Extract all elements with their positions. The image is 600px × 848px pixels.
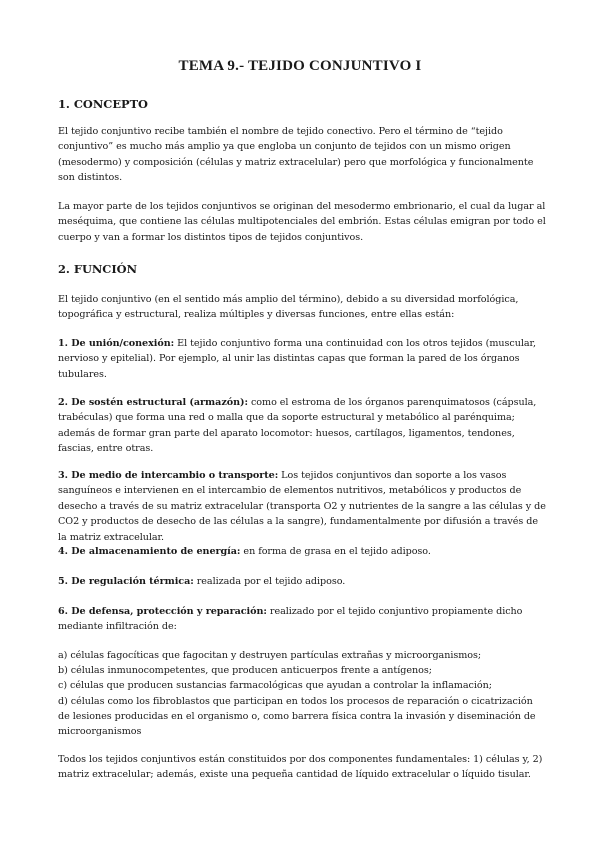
defense-sublist-item-a: a) células fagocíticas que fagocitan y destruyen partículas extrañas y microorganismos; bbox=[58, 650, 482, 661]
function-item-5 bbox=[58, 574, 546, 589]
function-item-2-label: 2. De sostén estructural (armazón): bbox=[58, 397, 248, 408]
function-item-3 bbox=[58, 468, 546, 545]
function-item-1-label: 1. De unión/conexión: bbox=[58, 338, 175, 349]
function-item-3-label: 3. De medio de intercambio o transporte: bbox=[58, 470, 279, 481]
function-item-2 bbox=[58, 395, 546, 457]
function-item-2-text: como el estroma de los órganos parenquimatosos (cápsula, trabéculas) que forma una red o malla que da soporte estructural y metabólico al parénquima; además de formar gran parte del aparato locomotor: huesos, cartílagos, ligamentos, tendones, fascias, entre otras. bbox=[58, 397, 537, 455]
defense-sublist-item-c: c) células que producen sustancias farmacológicas que ayudan a controlar la inflamación; bbox=[58, 680, 492, 692]
function-item-1 bbox=[58, 336, 546, 382]
paragraph-closing: Todos los tejidos conjuntivos están constituidos por dos componentes fundamentales: 1) células y, 2) matriz extracelular; además, existe una pequeña cantidad de líquido extracelular o líquido tisular. bbox=[58, 754, 543, 781]
paragraph-funcion-intro: El tejido conjuntivo (en el sentido más amplio del término), debido a su diversidad morfológica, topográfica y estructural, realiza múltiples y diversas funciones, entre ellas están: bbox=[58, 294, 519, 321]
function-item-1-text: El tejido conjuntivo forma una continuidad con los otros tejidos (muscular, nervioso y epitelial). Por ejemplo, al unir las distintas capas que forman la pared de los órganos tubulares. bbox=[58, 338, 537, 380]
defense-sublist-item-b: b) células inmunocompetentes, que producen anticuerpos frente a antígenos; bbox=[58, 665, 432, 677]
page-title: TEMA 9.- TEJIDO CONJUNTIVO I bbox=[178, 58, 422, 74]
function-item-6-text: realizado por el tejido conjuntivo propiamente dicho mediante infiltración de: bbox=[58, 606, 523, 633]
defense-sublist-item-d: d) células como los fibroblastos que participan en todos los procesos de reparación o cicatrización de lesiones producidas en el organismo o, como barrera física contra la invasión y diseminación de microorganismos bbox=[58, 695, 536, 738]
paragraph-concepto-2: La mayor parte de los tejidos conjuntivos se originan del mesodermo embrionario, el cual da lugar al meséquima, que contiene las células multipotenciales del embrión. Estas células emigran por todo el cuerpo y van a formar los distintos tipos de tejidos conjuntivos. bbox=[58, 201, 546, 243]
function-item-5-text: realizada por el tejido adiposo. bbox=[193, 576, 346, 587]
function-item-6-label: 6. De defensa, protección y reparación: bbox=[58, 606, 267, 617]
function-item-4-label: 4. De almacenamiento de energía: bbox=[58, 546, 241, 557]
function-item-6 bbox=[58, 604, 546, 635]
function-item-5-label: 5. De regulación térmica: bbox=[58, 576, 194, 587]
heading-funcion: 2. FUNCIÓN bbox=[58, 262, 138, 276]
function-item-4 bbox=[58, 544, 546, 559]
heading-concepto: 1. CONCEPTO bbox=[58, 97, 148, 111]
paragraph-concepto-1: El tejido conjuntivo recibe también el nombre de tejido conectivo. Pero el término de “tejido conjuntivo” es mucho más amplio ya que engloba un conjunto de tejidos con un mismo origen (mesodermo) y composición (células y matriz extracelular) pero que morfológica y funcionalmente son distintos. bbox=[58, 126, 534, 184]
function-item-4-text: en forma de grasa en el tejido adiposo. bbox=[240, 546, 431, 557]
defense-sublist bbox=[58, 648, 546, 739]
function-item-3-text: Los tejidos conjuntivos dan soporte a los vasos sanguíneos e intervienen en el intercambio de elementos nutritivos, metabólicos y productos de desecho a través de su matriz extracelular (transporta O2 y nutrientes de la sangre a las células y de CO2 y productos de desecho de las células a la sangre), fundamentalmente por difusión a través de la matriz extracelular. bbox=[58, 470, 546, 543]
